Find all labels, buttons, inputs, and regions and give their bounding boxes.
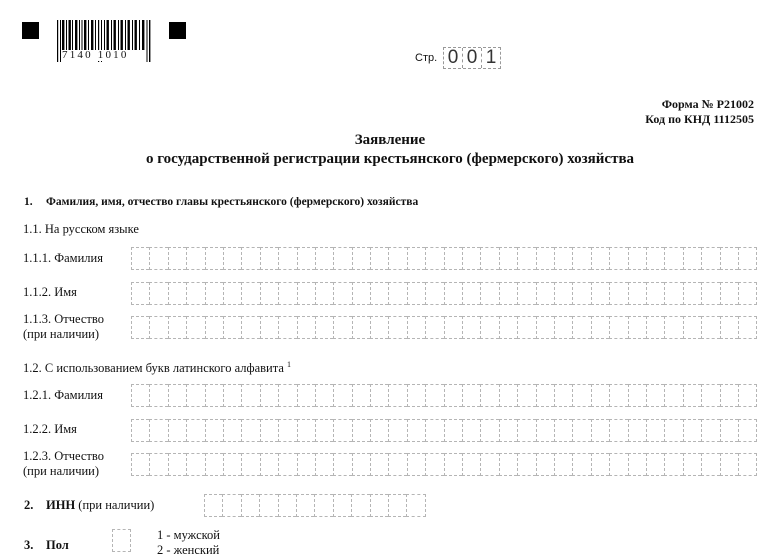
char-cell[interactable] <box>333 282 351 305</box>
char-cell[interactable] <box>664 453 682 476</box>
char-cell[interactable] <box>462 453 480 476</box>
char-cell[interactable] <box>664 316 682 339</box>
char-cell[interactable] <box>131 419 149 442</box>
char-cell[interactable] <box>333 419 351 442</box>
char-cell[interactable] <box>370 453 388 476</box>
char-cell[interactable] <box>205 384 223 407</box>
char-cell[interactable] <box>241 316 259 339</box>
char-cell[interactable] <box>278 384 296 407</box>
char-cell[interactable] <box>738 247 757 270</box>
char-cell[interactable] <box>720 419 738 442</box>
document-subtitle: о государственной регистрации крестьянского (фермерского) хозяйства <box>145 151 635 167</box>
char-cell[interactable] <box>352 282 370 305</box>
char-cell[interactable] <box>738 316 757 339</box>
char-cell[interactable] <box>223 384 241 407</box>
char-cell[interactable] <box>352 316 370 339</box>
char-cell[interactable] <box>260 419 278 442</box>
char-cell[interactable] <box>205 316 223 339</box>
char-cell[interactable] <box>260 282 278 305</box>
char-cell[interactable] <box>241 247 259 270</box>
char-cell[interactable] <box>536 453 554 476</box>
char-cell[interactable] <box>591 282 609 305</box>
char-cell[interactable] <box>370 384 388 407</box>
char-cell[interactable] <box>701 453 719 476</box>
char-cell[interactable] <box>554 419 572 442</box>
char-cell[interactable] <box>628 316 646 339</box>
char-cell[interactable] <box>388 247 406 270</box>
char-cell[interactable] <box>444 453 462 476</box>
char-cell[interactable] <box>241 453 259 476</box>
patronymic-lat-label-line2: (при наличии) <box>23 464 100 478</box>
char-cell[interactable] <box>205 453 223 476</box>
char-cell[interactable] <box>720 247 738 270</box>
char-cell[interactable] <box>517 282 535 305</box>
char-cell[interactable] <box>536 247 554 270</box>
char-cell[interactable] <box>352 384 370 407</box>
section-number: 3. <box>24 538 34 552</box>
char-cell[interactable] <box>499 282 517 305</box>
section-3-heading <box>24 538 69 553</box>
char-cell[interactable] <box>315 247 333 270</box>
char-cell[interactable] <box>205 419 223 442</box>
char-cell[interactable] <box>425 419 443 442</box>
char-cell[interactable] <box>462 419 480 442</box>
char-cell[interactable] <box>499 384 517 407</box>
char-cell[interactable] <box>131 453 149 476</box>
section-title: Фамилия, имя, отчество главы крестьянского (фермерского) хозяйства <box>46 196 419 208</box>
inn-label: ИНН <box>46 498 76 512</box>
char-cell[interactable] <box>517 453 535 476</box>
char-cell[interactable] <box>683 282 701 305</box>
char-cell[interactable] <box>701 419 719 442</box>
char-cell[interactable] <box>388 419 406 442</box>
char-cell[interactable] <box>738 384 757 407</box>
char-cell[interactable] <box>388 384 406 407</box>
char-cell[interactable] <box>536 384 554 407</box>
char-cell[interactable] <box>278 282 296 305</box>
footnote-marker: 1 <box>287 360 292 369</box>
char-cell[interactable] <box>536 419 554 442</box>
name-ru-label: 1.1.2. Имя <box>23 285 77 299</box>
char-cell[interactable] <box>223 453 241 476</box>
char-cell[interactable] <box>333 453 351 476</box>
char-cell[interactable] <box>352 247 370 270</box>
barcode-digits: 7140 1010 <box>62 49 129 61</box>
char-cell[interactable] <box>407 316 425 339</box>
char-cell[interactable] <box>296 494 314 517</box>
char-cell[interactable] <box>260 453 278 476</box>
char-cell[interactable] <box>462 282 480 305</box>
char-cell[interactable] <box>572 453 590 476</box>
char-cell[interactable] <box>131 384 149 407</box>
char-cell[interactable] <box>572 282 590 305</box>
char-cell[interactable] <box>297 384 315 407</box>
char-cell[interactable] <box>536 316 554 339</box>
char-cell[interactable] <box>462 316 480 339</box>
char-cell[interactable] <box>297 453 315 476</box>
char-cell[interactable] <box>628 419 646 442</box>
char-cell[interactable] <box>260 316 278 339</box>
char-cell[interactable] <box>425 384 443 407</box>
char-cell[interactable] <box>186 247 204 270</box>
char-cell[interactable] <box>683 419 701 442</box>
char-cell[interactable] <box>205 282 223 305</box>
char-cell[interactable] <box>664 247 682 270</box>
page-label: Стр. <box>415 52 438 64</box>
char-cell[interactable] <box>701 316 719 339</box>
char-cell[interactable] <box>278 494 296 517</box>
char-cell[interactable] <box>646 419 664 442</box>
page-digit: 0 <box>463 48 482 68</box>
char-cell[interactable] <box>572 247 590 270</box>
char-cell[interactable] <box>701 384 719 407</box>
document-title: Заявление <box>354 132 426 148</box>
char-cell[interactable] <box>517 419 535 442</box>
char-cell[interactable] <box>407 453 425 476</box>
char-cell[interactable] <box>646 384 664 407</box>
char-cell[interactable] <box>462 247 480 270</box>
gender-label: Пол <box>46 538 69 552</box>
surname-ru-label: 1.1.1. Фамилия <box>23 251 103 265</box>
gender-option-female: 2 - женский <box>157 543 220 557</box>
char-cell[interactable] <box>517 247 535 270</box>
char-cell[interactable] <box>186 453 204 476</box>
patronymic-lat-label <box>23 449 104 479</box>
char-cell[interactable] <box>241 419 259 442</box>
char-cell[interactable] <box>480 453 498 476</box>
char-cell[interactable] <box>149 419 167 442</box>
char-cell[interactable] <box>425 247 443 270</box>
char-cell[interactable] <box>297 282 315 305</box>
char-cell[interactable] <box>370 494 388 517</box>
char-cell[interactable] <box>223 247 241 270</box>
char-cell[interactable] <box>168 247 186 270</box>
char-cell[interactable] <box>186 282 204 305</box>
subsection-1-2-label <box>23 357 291 376</box>
patronymic-ru-field[interactable] <box>131 316 757 338</box>
form-number: Форма № Р21002 <box>661 97 754 111</box>
surname-lat-field[interactable] <box>131 384 757 406</box>
surname-ru-field[interactable] <box>131 247 757 269</box>
char-cell[interactable] <box>168 453 186 476</box>
char-cell[interactable] <box>664 282 682 305</box>
char-cell[interactable] <box>333 494 351 517</box>
page-digit: 0 <box>444 48 463 68</box>
char-cell[interactable] <box>407 282 425 305</box>
char-cell[interactable] <box>554 384 572 407</box>
char-cell[interactable] <box>168 282 186 305</box>
char-cell[interactable] <box>407 419 425 442</box>
inn-note: (при наличии) <box>78 498 155 512</box>
char-cell[interactable] <box>701 282 719 305</box>
char-cell[interactable] <box>370 316 388 339</box>
char-cell[interactable] <box>609 316 627 339</box>
char-cell[interactable] <box>499 247 517 270</box>
char-cell[interactable] <box>646 282 664 305</box>
char-cell[interactable] <box>609 282 627 305</box>
char-cell[interactable] <box>701 247 719 270</box>
page-digit: 1 <box>485 47 497 68</box>
char-cell[interactable] <box>591 453 609 476</box>
form-identification <box>645 97 754 127</box>
char-cell[interactable] <box>499 419 517 442</box>
char-cell[interactable] <box>223 419 241 442</box>
char-cell[interactable] <box>315 453 333 476</box>
char-cell[interactable] <box>425 453 443 476</box>
char-cell[interactable] <box>572 384 590 407</box>
char-cell[interactable] <box>609 247 627 270</box>
char-cell[interactable] <box>278 247 296 270</box>
char-cell[interactable] <box>720 384 738 407</box>
name-ru-field[interactable] <box>131 282 757 304</box>
char-cell[interactable] <box>370 282 388 305</box>
patronymic-ru-label <box>23 312 104 342</box>
char-cell[interactable] <box>480 384 498 407</box>
char-cell[interactable] <box>278 316 296 339</box>
subsection-1-1-label: 1.1. На русском языке <box>23 222 139 236</box>
char-cell[interactable] <box>297 247 315 270</box>
char-cell[interactable] <box>536 282 554 305</box>
char-cell[interactable] <box>222 494 240 517</box>
char-cell[interactable] <box>278 419 296 442</box>
char-cell[interactable] <box>260 384 278 407</box>
char-cell[interactable] <box>683 247 701 270</box>
char-cell[interactable] <box>554 316 572 339</box>
char-cell[interactable] <box>499 316 517 339</box>
patronymic-ru-label-line2: (при наличии) <box>23 327 100 341</box>
char-cell[interactable] <box>352 419 370 442</box>
char-cell[interactable] <box>591 247 609 270</box>
char-cell[interactable] <box>480 247 498 270</box>
gender-option-male: 1 - мужской <box>157 528 220 542</box>
char-cell[interactable] <box>444 419 462 442</box>
char-cell[interactable] <box>609 419 627 442</box>
char-cell[interactable] <box>517 384 535 407</box>
char-cell[interactable] <box>407 247 425 270</box>
char-cell[interactable] <box>646 316 664 339</box>
char-cell[interactable] <box>591 384 609 407</box>
char-cell[interactable] <box>370 419 388 442</box>
char-cell[interactable] <box>223 282 241 305</box>
char-cell[interactable] <box>406 494 425 517</box>
section-2-heading <box>24 498 154 513</box>
char-cell[interactable] <box>149 282 167 305</box>
char-cell[interactable] <box>352 453 370 476</box>
char-cell[interactable] <box>646 453 664 476</box>
char-cell[interactable] <box>554 282 572 305</box>
char-cell[interactable] <box>149 384 167 407</box>
char-cell[interactable] <box>462 384 480 407</box>
char-cell[interactable] <box>628 384 646 407</box>
surname-lat-label: 1.2.1. Фамилия <box>23 388 103 402</box>
char-cell[interactable] <box>241 282 259 305</box>
patronymic-lat-label-line1: 1.2.3. Отчество <box>23 449 104 463</box>
char-cell[interactable] <box>388 494 406 517</box>
char-cell[interactable] <box>664 384 682 407</box>
char-cell[interactable] <box>738 282 757 305</box>
char-cell[interactable] <box>278 453 296 476</box>
alignment-marker-right <box>169 22 186 39</box>
char-cell[interactable] <box>333 316 351 339</box>
char-cell[interactable] <box>205 247 223 270</box>
char-cell[interactable] <box>480 316 498 339</box>
char-cell[interactable] <box>186 384 204 407</box>
char-cell[interactable] <box>131 316 149 339</box>
char-cell[interactable] <box>388 316 406 339</box>
char-cell[interactable] <box>609 384 627 407</box>
char-cell[interactable] <box>738 419 757 442</box>
char-cell[interactable] <box>131 282 149 305</box>
char-cell[interactable] <box>425 316 443 339</box>
char-cell[interactable] <box>388 453 406 476</box>
char-cell[interactable] <box>720 453 738 476</box>
char-cell[interactable] <box>664 419 682 442</box>
char-cell[interactable] <box>333 384 351 407</box>
patronymic-lat-field[interactable] <box>131 453 757 475</box>
section-1-heading <box>24 196 418 208</box>
char-cell[interactable] <box>572 419 590 442</box>
knd-code: Код по КНД 1112505 <box>645 112 754 126</box>
char-cell[interactable] <box>480 419 498 442</box>
char-cell[interactable] <box>223 316 241 339</box>
char-cell[interactable] <box>444 316 462 339</box>
char-cell[interactable] <box>259 494 277 517</box>
alignment-marker-left <box>22 22 39 39</box>
char-cell[interactable] <box>297 419 315 442</box>
char-cell[interactable] <box>388 282 406 305</box>
char-cell[interactable] <box>683 384 701 407</box>
char-cell[interactable] <box>186 316 204 339</box>
inn-field[interactable] <box>204 494 426 516</box>
char-cell[interactable] <box>628 247 646 270</box>
char-cell[interactable] <box>425 282 443 305</box>
char-cell[interactable] <box>186 419 204 442</box>
char-cell[interactable] <box>315 316 333 339</box>
char-cell[interactable] <box>370 247 388 270</box>
char-cell[interactable] <box>628 453 646 476</box>
char-cell[interactable] <box>168 384 186 407</box>
char-cell[interactable] <box>499 453 517 476</box>
char-cell[interactable] <box>260 247 278 270</box>
char-cell[interactable] <box>112 529 131 552</box>
char-cell[interactable] <box>204 494 222 517</box>
gender-options <box>157 528 220 558</box>
char-cell[interactable] <box>683 453 701 476</box>
char-cell[interactable] <box>407 384 425 407</box>
char-cell[interactable] <box>444 282 462 305</box>
char-cell[interactable] <box>131 247 149 270</box>
char-cell[interactable] <box>149 316 167 339</box>
name-lat-label: 1.2.2. Имя <box>23 422 77 436</box>
char-cell[interactable] <box>315 282 333 305</box>
char-cell[interactable] <box>572 316 590 339</box>
char-cell[interactable] <box>149 453 167 476</box>
char-cell[interactable] <box>720 282 738 305</box>
char-cell[interactable] <box>168 316 186 339</box>
page-number-field <box>443 47 501 69</box>
gender-field[interactable] <box>112 529 131 551</box>
char-cell[interactable] <box>444 384 462 407</box>
char-cell[interactable] <box>241 494 259 517</box>
char-cell[interactable] <box>333 247 351 270</box>
char-cell[interactable] <box>683 316 701 339</box>
char-cell[interactable] <box>591 419 609 442</box>
char-cell[interactable] <box>149 247 167 270</box>
char-cell[interactable] <box>297 316 315 339</box>
char-cell[interactable] <box>517 316 535 339</box>
char-cell[interactable] <box>554 247 572 270</box>
char-cell[interactable] <box>351 494 369 517</box>
char-cell[interactable] <box>480 282 498 305</box>
char-cell[interactable] <box>591 316 609 339</box>
char-cell[interactable] <box>315 384 333 407</box>
char-cell[interactable] <box>241 384 259 407</box>
char-cell[interactable] <box>609 453 627 476</box>
name-lat-field[interactable] <box>131 419 757 441</box>
section-number: 2. <box>24 498 34 512</box>
char-cell[interactable] <box>646 247 664 270</box>
char-cell[interactable] <box>168 419 186 442</box>
char-cell[interactable] <box>738 453 757 476</box>
char-cell[interactable] <box>315 419 333 442</box>
char-cell[interactable] <box>720 316 738 339</box>
char-cell[interactable] <box>314 494 332 517</box>
char-cell[interactable] <box>554 453 572 476</box>
subsection-1-2-text: 1.2. С использованием букв латинского алфавита <box>23 361 284 376</box>
char-cell[interactable] <box>628 282 646 305</box>
char-cell[interactable] <box>444 247 462 270</box>
section-number: 1. <box>24 196 33 208</box>
patronymic-ru-label-line1: 1.1.3. Отчество <box>23 312 104 326</box>
